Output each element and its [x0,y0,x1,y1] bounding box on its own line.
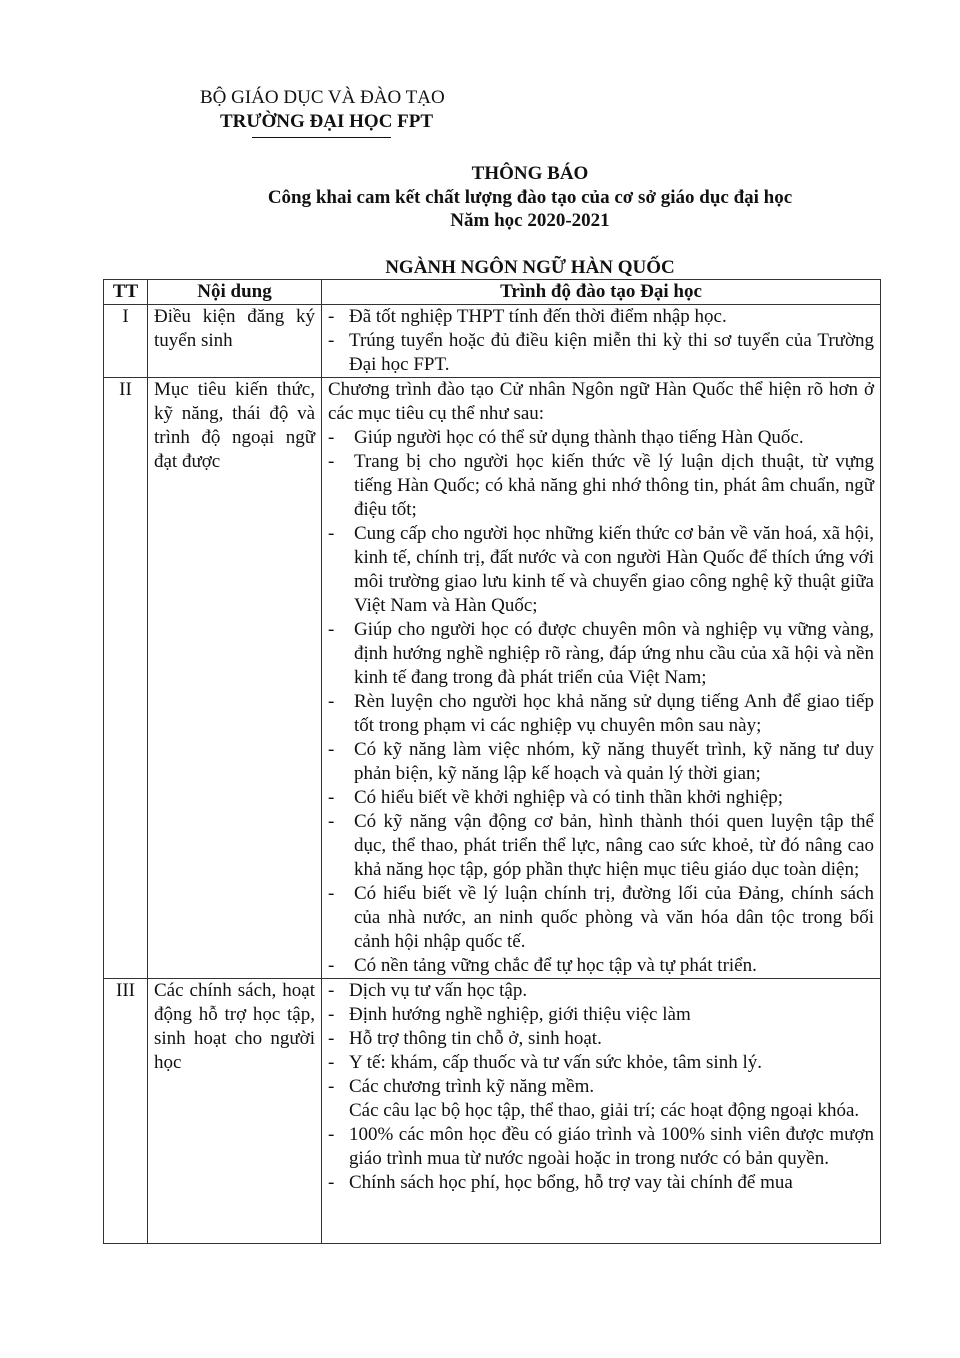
list-item: - Các chương trình kỹ năng mềm. [328,1076,595,1097]
table-header-row [104,280,881,305]
bullet-dash: - [328,1076,335,1097]
row-content [322,305,881,378]
list-item: - Dịch vụ tư vấn học tập. [328,980,528,1001]
bullet-dash: - [328,787,335,808]
notice-heading: THÔNG BÁO [471,163,589,184]
row-content [322,378,881,979]
header-underline [252,137,391,138]
list-item: - Chính sách học phí, học bổng, hỗ trợ vay tài chính để mua [328,1172,793,1193]
bullet-dash: - [328,955,335,976]
row-number: II [104,378,148,979]
row-number: I [104,305,148,378]
university-name: TRƯỜNG ĐẠI HỌC FPT [220,111,434,132]
table-row [104,305,881,378]
bullet-dash: - [328,811,335,832]
table-row [104,378,881,979]
list-item: - Có hiểu biết về lý luận chính trị, đường lối của Đảng, chính sách của nhà nước, an ninh quốc phòng và văn hóa dân tộc trong bối cảnh hội nhập quốc tế. [328,883,874,952]
commitment-table [103,279,881,1244]
bullet-dash: - [328,1052,335,1073]
bullet-dash: - [328,306,335,327]
bullet-dash: - [328,980,335,1001]
bullet-dash: - [328,1004,335,1025]
bullet-dash: - [328,1172,335,1193]
list-item: - 100% các môn học đều có giáo trình và 100% sinh viên được mượn giáo trình mua từ nước ngoài hoặc in trong nước có bản quyền. [328,1124,874,1169]
bullet-dash: - [328,739,335,760]
title-block [200,162,860,233]
bullet-dash: - [328,451,335,472]
header-level: Trình độ đào tạo Đại học [322,280,881,305]
bullet-dash: - [328,1124,335,1145]
list-item: - Y tế: khám, cấp thuốc và tư vấn sức khỏe, tâm sinh lý. [328,1052,762,1073]
list-item: - Có nền tảng vững chắc để tự học tập và tự phát triển. [328,955,757,976]
bullet-dash: - [328,691,335,712]
list-item: - Định hướng nghề nghiệp, giới thiệu việc làm [328,1004,691,1025]
list-item: - Đã tốt nghiệp THPT tính đến thời điểm nhập học. [328,306,727,327]
list-item: - Hỗ trợ thông tin chỗ ở, sinh hoạt. [328,1028,602,1049]
row-label: Điều kiện đăng ký tuyển sinh [148,305,322,378]
row-label: Mục tiêu kiến thức, kỹ năng, thái độ và trình độ ngoại ngữ đạt được [148,378,322,979]
table-row [104,979,881,1244]
bullet-dash: - [328,1028,335,1049]
list-item: - Trang bị cho người học kiến thức về lý luận dịch thuật, từ vựng tiếng Hàn Quốc; có khả năng ghi nhớ thông tin, phát âm chuẩn, ngữ điệu tốt; [328,451,874,520]
notice-subtitle: Công khai cam kết chất lượng đào tạo của cơ sở giáo dục đại học [267,186,793,208]
list-item: - Rèn luyện cho người học khả năng sử dụng tiếng Anh để giao tiếp tốt trong phạm vi các nghiệp vụ chuyên môn sau này; [328,691,874,736]
bullet-dash: - [328,523,335,544]
list-item: - Giúp người học có thể sử dụng thành thạo tiếng Hàn Quốc. [328,427,804,448]
continuation-text: Các câu lạc bộ học tập, thể thao, giải trí; các hoạt động ngoại khóa. [349,1100,860,1121]
row-number: III [104,979,148,1244]
bullet-dash: - [328,427,335,448]
list-item: - Có kỹ năng vận động cơ bản, hình thành thói quen luyện tập thể dục, thể thao, phát triển thể lực, nâng cao sức khoẻ, từ đó nâng cao khả năng học tập, góp phần thực hiện mục tiêu giáo dục toàn diện; [328,811,874,880]
academic-year: Năm học 2020-2021 [450,210,610,231]
list-item: - Có kỹ năng làm việc nhóm, kỹ năng thuyết trình, kỹ năng tư duy phản biện, kỹ năng lập kế hoạch và quản lý thời gian; [328,739,874,784]
major-title: NGÀNH NGÔN NGỮ HÀN QUỐC [385,257,675,278]
row-label: Các chính sách, hoạt động hỗ trợ học tập, sinh hoạt cho người học [148,979,322,1244]
list-item: - Cung cấp cho người học những kiến thức cơ bản về văn hoá, xã hội, kinh tế, chính trị, đất nước và con người Hàn Quốc để thích ứng với môi trường giao lưu kinh tế và chuyển giao công nghệ kỹ thuật giữa Việt Nam và Hàn Quốc; [328,523,874,616]
row-intro: Chương trình đào tạo Cử nhân Ngôn ngữ Hàn Quốc thể hiện rõ hơn ở các mục tiêu cụ thể như sau: [328,379,874,424]
list-item: - Trúng tuyển hoặc đủ điều kiện miễn thi kỳ thi sơ tuyển của Trường Đại học FPT. [328,330,874,375]
ministry-name: BỘ GIÁO DỤC VÀ ĐÀO TẠO [200,87,445,108]
list-item: - Có hiểu biết về khởi nghiệp và có tinh thần khởi nghiệp; [328,787,784,808]
row-content [322,979,881,1244]
list-item: - Giúp cho người học có được chuyên môn và nghiệp vụ vững vàng, định hướng nghề nghiệp rõ ràng, đáp ứng nhu cầu của xã hội và nền kinh tế đang trong đà phát triển của Việt Nam; [328,619,874,688]
bullet-dash: - [328,883,335,904]
bullet-dash: - [328,330,335,351]
bullet-dash: - [328,619,335,640]
header-tt: TT [104,280,148,305]
header-content: Nội dung [148,280,322,305]
